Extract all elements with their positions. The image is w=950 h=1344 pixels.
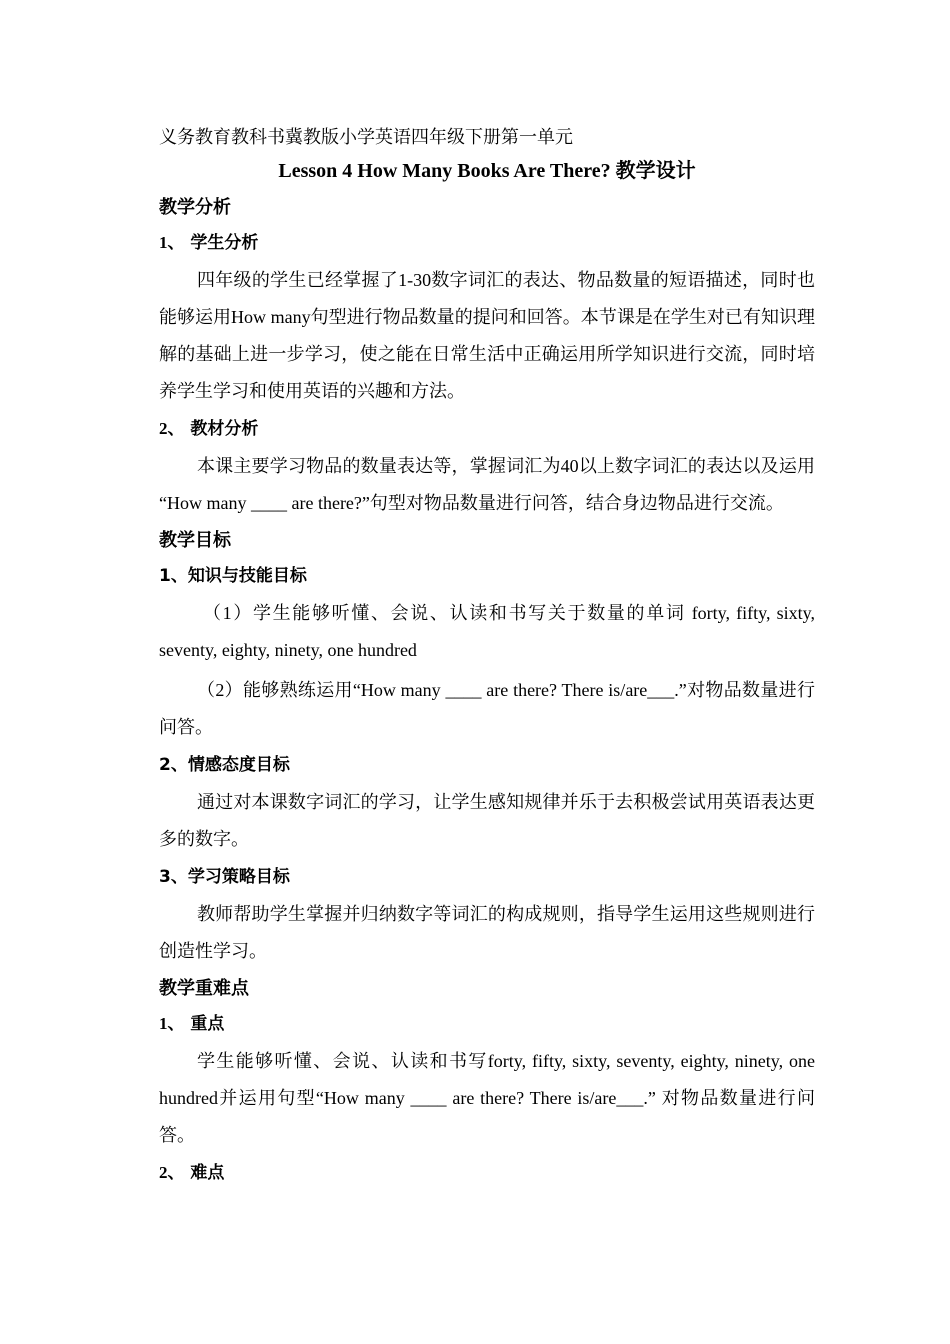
subheading-focus (159, 1008, 815, 1040)
subheading-label: 学生分析 (190, 233, 259, 253)
subheading-strategy-goals: 3、学习策略目标 (159, 867, 290, 887)
paragraph-student-analysis: 四年级的学生已经掌握了1-30数字词汇的表达、物品数量的短语描述，同时也能够运用How many句型进行物品数量的提问和回答。本节课是在学生对已有知识理解的基础上进一步学习，使之能在日常生活中正确运用所学知识进行交流，同时培养学生学习和使用英语的兴趣和方法。 (159, 270, 815, 401)
document-title: Lesson 4 How Many Books Are There? 教学设计 (278, 160, 696, 182)
subheading-label: 难点 (190, 1163, 225, 1183)
paragraph-attitude-goals: 通过对本课数字词汇的学习，让学生感知规律并乐于去积极尝试用英语表达更多的数字。 (159, 792, 815, 849)
section-heading-teaching-goals: 教学目标 (159, 530, 231, 551)
subheading-knowledge-goals: 1、知识与技能目标 (159, 566, 307, 586)
section-heading-teaching-analysis: 教学分析 (159, 197, 231, 218)
paragraph-focus: 学生能够听懂、会说、认读和书写forty, fifty, sixty, seventy, eighty, ninety, one hundred并运用句型“How many ____ are there? There is/are___.” 对物品数量进行问答。 (159, 1051, 815, 1145)
section-heading-key-points: 教学重难点 (159, 978, 249, 999)
subheading-label: 重点 (190, 1014, 225, 1034)
subheading-number: 2、 (159, 419, 185, 438)
subheading-label: 教材分析 (190, 419, 259, 439)
subheading-number: 1、 (159, 233, 185, 252)
document-subtitle: 义务教育教科书冀教版小学英语四年级下册第一单元 (159, 127, 573, 147)
subheading-textbook-analysis (159, 413, 815, 445)
subheading-number: 2、 (159, 1163, 185, 1182)
paragraph-strategy-goals: 教师帮助学生掌握并归纳数字等词汇的构成规则，指导学生运用这些规则进行创造性学习。 (159, 904, 815, 961)
paragraph-textbook-analysis: 本课主要学习物品的数量表达等，掌握词汇为40以上数字词汇的表达以及运用 “How many ____ are there?”句型对物品数量进行问答，结合身边物品进行交流。 (159, 456, 815, 513)
document-page (159, 122, 815, 1192)
subheading-difficulty (159, 1157, 815, 1189)
subheading-number: 1、 (159, 1014, 185, 1033)
paragraph-knowledge-goal-1: （1）学生能够听懂、会说、认读和书写关于数量的单词 forty, fifty, sixty, seventy, eighty, ninety, one hundred (159, 603, 815, 660)
subheading-student-analysis (159, 227, 815, 259)
paragraph-knowledge-goal-2: （2）能够熟练运用“How many ____ are there? There is/are___.”对物品数量进行问答。 (159, 680, 815, 737)
subheading-attitude-goals: 2、情感态度目标 (159, 755, 290, 775)
